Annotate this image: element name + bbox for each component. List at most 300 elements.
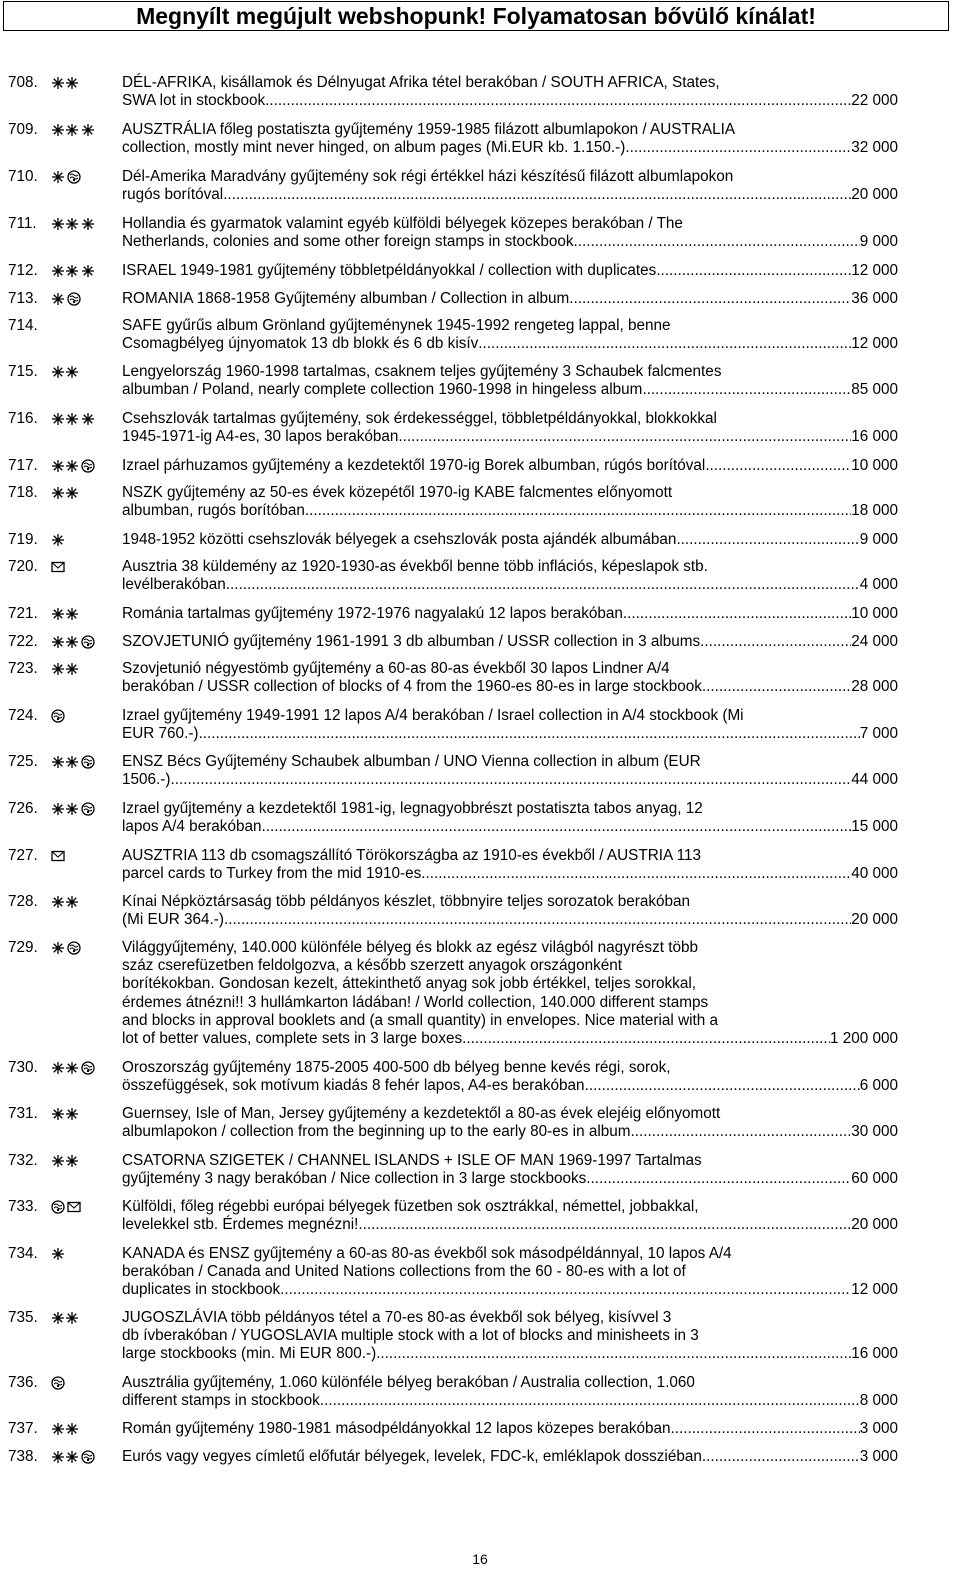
lot-price: 24 000	[851, 633, 898, 650]
lot-number: 737.	[8, 1420, 38, 1437]
lot-price: 20 000	[851, 186, 898, 204]
double-star-icon	[51, 895, 79, 909]
condition-symbols	[51, 1107, 79, 1121]
description-line	[122, 1345, 898, 1363]
description-line	[122, 1152, 898, 1170]
double-star-icon	[51, 607, 79, 621]
dot-leader	[265, 92, 851, 110]
description-text: KANADA és ENSZ gyűjtemény a 60-as 80-as évekből sok másodpéldánnyal, 10 lapos A/4	[122, 1245, 732, 1262]
description-text: Csehszlovák tartalmas gyűjtemény, sok érdekességgel, többletpéldányokkal, blokkokkal	[122, 410, 717, 427]
lot-number: 730.	[8, 1059, 38, 1076]
postmark-icon	[81, 1450, 95, 1464]
description-line	[122, 1263, 898, 1281]
lot-price: 85 000	[851, 381, 898, 399]
dot-leader	[642, 381, 851, 399]
description-text: large stockbooks (min. Mi EUR 800.-)	[122, 1345, 377, 1363]
lot-number: 734.	[8, 1245, 38, 1262]
description-text: albumlapokon / collection from the beginning up to the early 80-es in album	[122, 1123, 631, 1141]
description-line	[122, 1448, 898, 1466]
description-text: ISRAEL 1949-1981 gyűjtemény többletpéldányokkal / collection with duplicates	[122, 262, 657, 279]
envelope-icon	[67, 1200, 81, 1214]
lot-description	[122, 605, 898, 623]
description-line	[122, 605, 898, 623]
description-line	[122, 800, 898, 818]
postmark-icon	[51, 1200, 65, 1214]
double-star-icon	[51, 412, 79, 426]
dot-leader	[376, 1345, 851, 1363]
description-text: borítékokban. Gondosan kezelt, áttekinthető anyag sok jobb értékkel, teljes sorokkal,	[122, 975, 696, 993]
condition-symbols	[51, 635, 95, 649]
lot-description	[122, 317, 898, 353]
lot-price: 44 000	[851, 771, 898, 789]
condition-symbols	[51, 755, 95, 769]
description-text: berakóban / Canada and United Nations collections from the 60 - 80-es with a lot of	[122, 1263, 686, 1281]
condition-symbols	[51, 123, 95, 137]
condition-symbols	[51, 607, 79, 621]
dot-leader	[358, 1216, 851, 1234]
description-text: EUR 760.-)	[122, 725, 199, 743]
description-line	[122, 168, 898, 186]
description-text: Szovjetunió négyestömb gyűjtemény a 60-as 80-as évekből 30 lapos Lindner A/4	[122, 660, 670, 677]
description-line	[122, 633, 898, 651]
double-star-icon	[51, 1061, 79, 1075]
description-text: száz cserefüzetben feldolgozva, a később szerzett anyagok országonként	[122, 957, 622, 975]
lot-price: 18 000	[851, 502, 898, 520]
lot-price: 32 000	[851, 139, 898, 157]
description-line	[122, 893, 898, 911]
description-text: ENSZ Bécs Gyűjtemény Schaubek albumban / UNO Vienna collection in album (EUR	[122, 753, 701, 770]
lot-price: 16 000	[851, 428, 898, 446]
description-text: levélberakóban	[122, 576, 226, 594]
dot-leader	[261, 818, 851, 836]
lot-price: 22 000	[851, 92, 898, 110]
condition-symbols	[51, 560, 65, 574]
dot-leader	[656, 262, 851, 280]
condition-symbols	[51, 486, 79, 500]
description-line	[122, 1105, 898, 1123]
lot-price: 3 000	[859, 1448, 898, 1465]
dot-leader	[671, 1420, 860, 1438]
description-line	[122, 576, 898, 594]
description-line	[122, 994, 898, 1012]
description-line	[122, 1327, 898, 1345]
lot-price: 10 000	[851, 457, 898, 474]
description-text: Külföldi, főleg régebbi európai bélyegek füzetben sok osztrákkal, némettel, jobbakkal,	[122, 1198, 699, 1215]
lot-description	[122, 847, 898, 883]
double-star-icon	[51, 802, 79, 816]
lot-price: 12 000	[851, 262, 898, 279]
description-text: Oroszország gyűjtemény 1875-2005 400-500 db bélyeg benne kevés régi, sorok,	[122, 1059, 671, 1076]
lot-number: 709.	[8, 121, 38, 138]
lot-price: 9 000	[859, 531, 898, 548]
condition-symbols	[51, 264, 95, 278]
description-text: SAFE gyűrűs album Grönland gyűjteménynek 1945-1992 rengeteg lappal, benne	[122, 317, 671, 334]
dot-leader	[320, 1392, 860, 1410]
lot-number: 732.	[8, 1152, 38, 1169]
double-star-icon	[51, 1311, 79, 1325]
lot-number: 729.	[8, 939, 38, 956]
condition-symbols	[51, 1450, 95, 1464]
description-text: AUSZTRÁLIA főleg postatiszta gyűjtemény 1959-1985 filázott albumlapokon / AUSTRALIA	[122, 121, 736, 138]
lot-description	[122, 484, 898, 520]
description-line	[122, 1077, 898, 1095]
description-text: 1948-1952 közötti csehszlovák bélyegek a csehszlovák posta ajándék albumában	[122, 531, 677, 548]
description-text: Kínai Népköztársaság több példányos készlet, többnyire teljes sorozatok berakóban	[122, 893, 691, 910]
description-line	[122, 1030, 898, 1048]
description-line	[122, 121, 898, 139]
description-line	[122, 1216, 898, 1234]
description-text: duplicates in stockbook	[122, 1281, 281, 1299]
lot-number: 708.	[8, 74, 38, 91]
lot-description	[122, 457, 898, 475]
lot-number: 722.	[8, 633, 38, 650]
lot-number: 717.	[8, 457, 38, 474]
double-star-icon	[51, 635, 79, 649]
dot-leader	[574, 233, 860, 251]
description-text: összefüggések, sok motívum kiadás 8 fehér lapos, A4-es berakóban	[122, 1077, 585, 1095]
description-line	[122, 139, 898, 157]
description-line	[122, 939, 898, 957]
dot-leader	[702, 678, 851, 696]
lot-description	[122, 1374, 898, 1410]
description-text: rugós borítóval	[122, 186, 224, 204]
dot-leader	[585, 1077, 860, 1095]
double-star-icon	[51, 1422, 79, 1436]
lot-number: 716.	[8, 410, 38, 427]
description-text: SWA lot in stockbook	[122, 92, 266, 110]
postmark-icon	[67, 941, 81, 955]
star-icon	[81, 123, 95, 137]
condition-symbols	[51, 1376, 65, 1390]
description-text: Csomagbélyeg újnyomatok 13 db blokk és 6 db kisív	[122, 335, 479, 353]
dot-leader	[569, 290, 851, 308]
description-line	[122, 484, 898, 502]
lot-description	[122, 707, 898, 743]
condition-symbols	[51, 217, 95, 231]
description-text: Guernsey, Isle of Man, Jersey gyűjtemény a kezdetektől a 80-as évek elejéig előnyomott	[122, 1105, 721, 1122]
lot-number: 726.	[8, 800, 38, 817]
lot-description	[122, 800, 898, 836]
description-line	[122, 725, 898, 743]
condition-symbols	[51, 170, 81, 184]
lot-number: 711.	[8, 215, 37, 232]
description-line	[122, 92, 898, 110]
description-text: collection, mostly mint never hinged, on album pages (Mi.EUR kb. 1.150.-)	[122, 139, 626, 157]
lot-description	[122, 262, 898, 280]
lot-description	[122, 1198, 898, 1234]
description-text: gyűjtemény 3 nagy berakóban / Nice collection in 3 large stockbooks	[122, 1170, 587, 1188]
double-star-icon	[51, 755, 79, 769]
condition-symbols	[51, 709, 65, 723]
dot-leader	[226, 576, 860, 594]
description-line	[122, 678, 898, 696]
description-text: CSATORNA SZIGETEK / CHANNEL ISLANDS + ISLE OF MAN 1969-1997 Tartalmas	[122, 1152, 702, 1169]
dot-leader	[586, 1170, 851, 1188]
lot-price: 12 000	[851, 335, 898, 353]
condition-symbols	[51, 76, 79, 90]
lot-number: 728.	[8, 893, 38, 910]
description-text: Román gyűjtemény 1980-1981 másodpéldányokkal 12 lapos közepes berakóban	[122, 1420, 671, 1437]
dot-leader	[398, 428, 851, 446]
description-text: lapos A/4 berakóban	[122, 818, 262, 836]
condition-symbols	[51, 895, 79, 909]
description-line	[122, 317, 898, 335]
lot-price: 1 200 000	[829, 1029, 898, 1047]
description-line	[122, 957, 898, 975]
description-text: Netherlands, colonies and some other foreign stamps in stockbook	[122, 233, 574, 251]
description-line	[122, 771, 898, 789]
description-text: Eurós vagy vegyes címletű előfutár bélyegek, levelek, FDC-k, emléklapok dossziéban	[122, 1448, 702, 1465]
condition-symbols	[51, 533, 65, 547]
postmark-icon	[51, 1376, 65, 1390]
lot-price: 7 000	[859, 725, 898, 743]
dot-leader	[705, 457, 851, 475]
dot-leader	[478, 335, 851, 353]
lot-number: 712.	[8, 262, 38, 279]
description-line	[122, 186, 898, 204]
description-line	[122, 1198, 898, 1216]
lot-price: 40 000	[851, 865, 898, 883]
postmark-icon	[81, 802, 95, 816]
lot-price: 10 000	[851, 605, 898, 622]
dot-leader	[625, 139, 851, 157]
description-text: SZOVJETUNIÓ gyűjtemény 1961-1991 3 db albumban / USSR collection in 3 albums	[122, 633, 701, 650]
lot-price: 6 000	[859, 1077, 898, 1095]
star-icon	[81, 217, 95, 231]
description-line	[122, 233, 898, 251]
lot-description	[122, 1105, 898, 1141]
postmark-icon	[81, 1061, 95, 1075]
lot-description	[122, 633, 898, 651]
condition-symbols	[51, 1311, 79, 1325]
description-line	[122, 1309, 898, 1327]
double-star-icon	[51, 486, 79, 500]
description-line	[122, 660, 898, 678]
description-text: (Mi EUR 364.-)	[122, 911, 224, 929]
description-line	[122, 865, 898, 883]
lot-description	[122, 74, 898, 110]
page-number: 16	[472, 1551, 488, 1567]
dot-leader	[700, 633, 851, 651]
lot-price: 9 000	[859, 233, 898, 251]
postmark-icon	[67, 292, 81, 306]
description-line	[122, 847, 898, 865]
description-line	[122, 428, 898, 446]
lot-price: 15 000	[851, 818, 898, 836]
description-text: Izrael gyűjtemény 1949-1991 12 lapos A/4 berakóban / Israel collection in A/4 stockbook (Mi	[122, 707, 744, 724]
description-line	[122, 215, 898, 233]
star-icon	[51, 170, 65, 184]
description-text: Izrael párhuzamos gyűjtemény a kezdetektől 1970-ig Borek albumban, rúgós borítóval	[122, 457, 706, 474]
description-text: lot of better values, complete sets in 3 large boxes.	[122, 1029, 467, 1047]
star-icon	[51, 292, 65, 306]
lot-description	[122, 215, 898, 251]
lot-description	[122, 410, 898, 446]
condition-symbols	[51, 1200, 81, 1214]
description-line	[122, 531, 898, 549]
description-line	[122, 1392, 898, 1410]
description-line	[122, 262, 898, 280]
description-line	[122, 1281, 898, 1299]
lot-price: 30 000	[851, 1123, 898, 1141]
description-line	[122, 1374, 898, 1392]
lot-number: 713.	[8, 290, 38, 307]
condition-symbols	[51, 1422, 79, 1436]
description-text: DÉL-AFRIKA, kisállamok és Délnyugat Afrika tétel berakóban / SOUTH AFRICA, States,	[122, 74, 720, 91]
condition-symbols	[51, 1154, 79, 1168]
description-line	[122, 363, 898, 381]
condition-symbols	[51, 662, 79, 676]
lot-price: 4 000	[859, 576, 898, 594]
dot-leader	[305, 502, 851, 520]
condition-symbols	[51, 1247, 65, 1261]
lot-description	[122, 558, 898, 594]
description-line	[122, 74, 898, 92]
dot-leader	[466, 1030, 830, 1048]
lot-price: 3 000	[859, 1420, 898, 1437]
description-text: Hollandia és gyarmatok valamint egyéb külföldi bélyegek közepes berakóban / The	[122, 215, 683, 232]
description-line	[122, 457, 898, 475]
description-line	[122, 290, 898, 308]
lot-number: 731.	[8, 1105, 38, 1122]
lot-description	[122, 1152, 898, 1188]
star-icon	[81, 412, 95, 426]
lot-number: 735.	[8, 1309, 38, 1326]
condition-symbols	[51, 802, 95, 816]
double-star-icon	[51, 1450, 79, 1464]
lot-description	[122, 893, 898, 929]
double-star-icon	[51, 217, 79, 231]
description-line	[122, 335, 898, 353]
double-star-icon	[51, 1154, 79, 1168]
postmark-icon	[81, 635, 95, 649]
lot-description	[122, 290, 898, 308]
lot-number: 720.	[8, 558, 38, 575]
dot-leader	[623, 605, 851, 623]
lot-number: 724.	[8, 707, 38, 724]
lot-number: 733.	[8, 1198, 38, 1215]
lot-description	[122, 363, 898, 399]
lot-number: 715.	[8, 363, 38, 380]
lot-description	[122, 1059, 898, 1095]
lot-price: 16 000	[851, 1345, 898, 1363]
lot-number: 721.	[8, 605, 38, 622]
description-line	[122, 975, 898, 993]
lot-number: 714.	[8, 317, 38, 334]
lot-price: 36 000	[851, 290, 898, 307]
description-text: Izrael gyűjtemény a kezdetektől 1981-ig, legnagyobbrészt postatiszta tabos anyag, 12	[122, 800, 703, 817]
dot-leader	[702, 1448, 860, 1466]
description-text: AUSZTRIA 113 db csomagszállító Törökországba az 1910-es évekből / AUSTRIA 113	[122, 847, 702, 864]
dot-leader	[631, 1123, 852, 1141]
description-line	[122, 1059, 898, 1077]
description-text: Világgyűjtemény, 140.000 különféle bélyeg és blokk az egész világból nagyrészt több	[122, 939, 698, 956]
description-text: albumban, rugós borítóban	[122, 502, 305, 520]
description-text: ROMANIA 1868-1958 Gyűjtemény albumban / Collection in album	[122, 290, 570, 307]
description-text: 1506.-)	[122, 771, 171, 789]
double-star-icon	[51, 365, 79, 379]
dot-leader	[223, 186, 851, 204]
description-line	[122, 410, 898, 428]
lot-description	[122, 939, 898, 1048]
condition-symbols	[51, 459, 95, 473]
lot-number: 736.	[8, 1374, 38, 1391]
lot-description	[122, 1420, 898, 1438]
description-text: JUGOSZLÁVIA több példányos tétel a 70-es 80-as évekből sok bélyeg, kisívvel 3	[122, 1309, 672, 1326]
description-text: NSZK gyűjtemény az 50-es évek közepétől 1970-ig KABE falcmentes előnyomott	[122, 484, 673, 501]
condition-symbols	[51, 292, 81, 306]
postmark-icon	[67, 170, 81, 184]
lot-price: 20 000	[851, 1216, 898, 1234]
star-icon	[51, 1247, 65, 1261]
star-icon	[51, 533, 65, 547]
lot-number: 738.	[8, 1448, 38, 1465]
condition-symbols	[51, 849, 65, 863]
lot-price: 8 000	[859, 1392, 898, 1410]
lot-number: 727.	[8, 847, 38, 864]
description-text: 1945-1971-ig A4-es, 30 lapos berakóban	[122, 428, 399, 446]
description-line	[122, 558, 898, 576]
condition-symbols	[51, 365, 79, 379]
description-text: different stamps in stockbook	[122, 1392, 320, 1410]
lot-price: 60 000	[851, 1170, 898, 1188]
description-text: Ausztrália gyűjtemény, 1.060 különféle bélyeg berakóban / Australia collection, 1.060	[122, 1374, 695, 1391]
dot-leader	[421, 865, 851, 883]
lot-number: 723.	[8, 660, 38, 677]
star-icon	[81, 264, 95, 278]
description-text: Lengyelország 1960-1998 tartalmas, csaknem teljes gyűjtemény 3 Schaubek falcmentes	[122, 363, 722, 380]
lot-price: 28 000	[851, 678, 898, 696]
description-line	[122, 1245, 898, 1263]
double-star-icon	[51, 264, 79, 278]
dot-leader	[199, 725, 860, 743]
description-line	[122, 381, 898, 399]
lot-description	[122, 753, 898, 789]
double-star-icon	[51, 76, 79, 90]
description-text: Románia tartalmas gyűjtemény 1972-1976 nagyalakú 12 lapos berakóban	[122, 605, 623, 622]
double-star-icon	[51, 662, 79, 676]
description-text: parcel cards to Turkey from the mid 1910-es	[122, 865, 422, 883]
condition-symbols	[51, 412, 95, 426]
dot-leader	[170, 771, 851, 789]
envelope-icon	[51, 560, 65, 574]
description-line	[122, 1012, 898, 1030]
postmark-icon	[81, 459, 95, 473]
lot-description	[122, 1245, 898, 1300]
lot-price: 12 000	[851, 1281, 898, 1299]
description-text: levelekkel stb. Érdemes megnézni!	[122, 1216, 359, 1234]
banner-heading: Megnyílt megújult webshopunk! Folyamatosan bővülő kínálat!	[3, 1, 949, 31]
lot-description	[122, 121, 898, 157]
description-line	[122, 1123, 898, 1141]
description-text: albumban / Poland, nearly complete collection 1960-1998 in hingeless album	[122, 381, 643, 399]
lot-number: 719.	[8, 531, 38, 548]
dot-leader	[224, 911, 851, 929]
lot-description	[122, 660, 898, 696]
lot-number: 725.	[8, 753, 38, 770]
postmark-icon	[81, 755, 95, 769]
description-line	[122, 1170, 898, 1188]
condition-symbols	[51, 1061, 95, 1075]
description-line	[122, 707, 898, 725]
description-text: érdemes átnézni!! 3 hullámkarton ládában! / World collection, 140.000 different stamps	[122, 993, 709, 1011]
lot-description	[122, 1309, 898, 1364]
description-line	[122, 1420, 898, 1438]
postmark-icon	[51, 709, 65, 723]
description-text: and blocks in approval booklets and (a small quantity) in envelopes. Nice material with a	[122, 1011, 719, 1029]
description-line	[122, 818, 898, 836]
star-icon	[51, 941, 65, 955]
